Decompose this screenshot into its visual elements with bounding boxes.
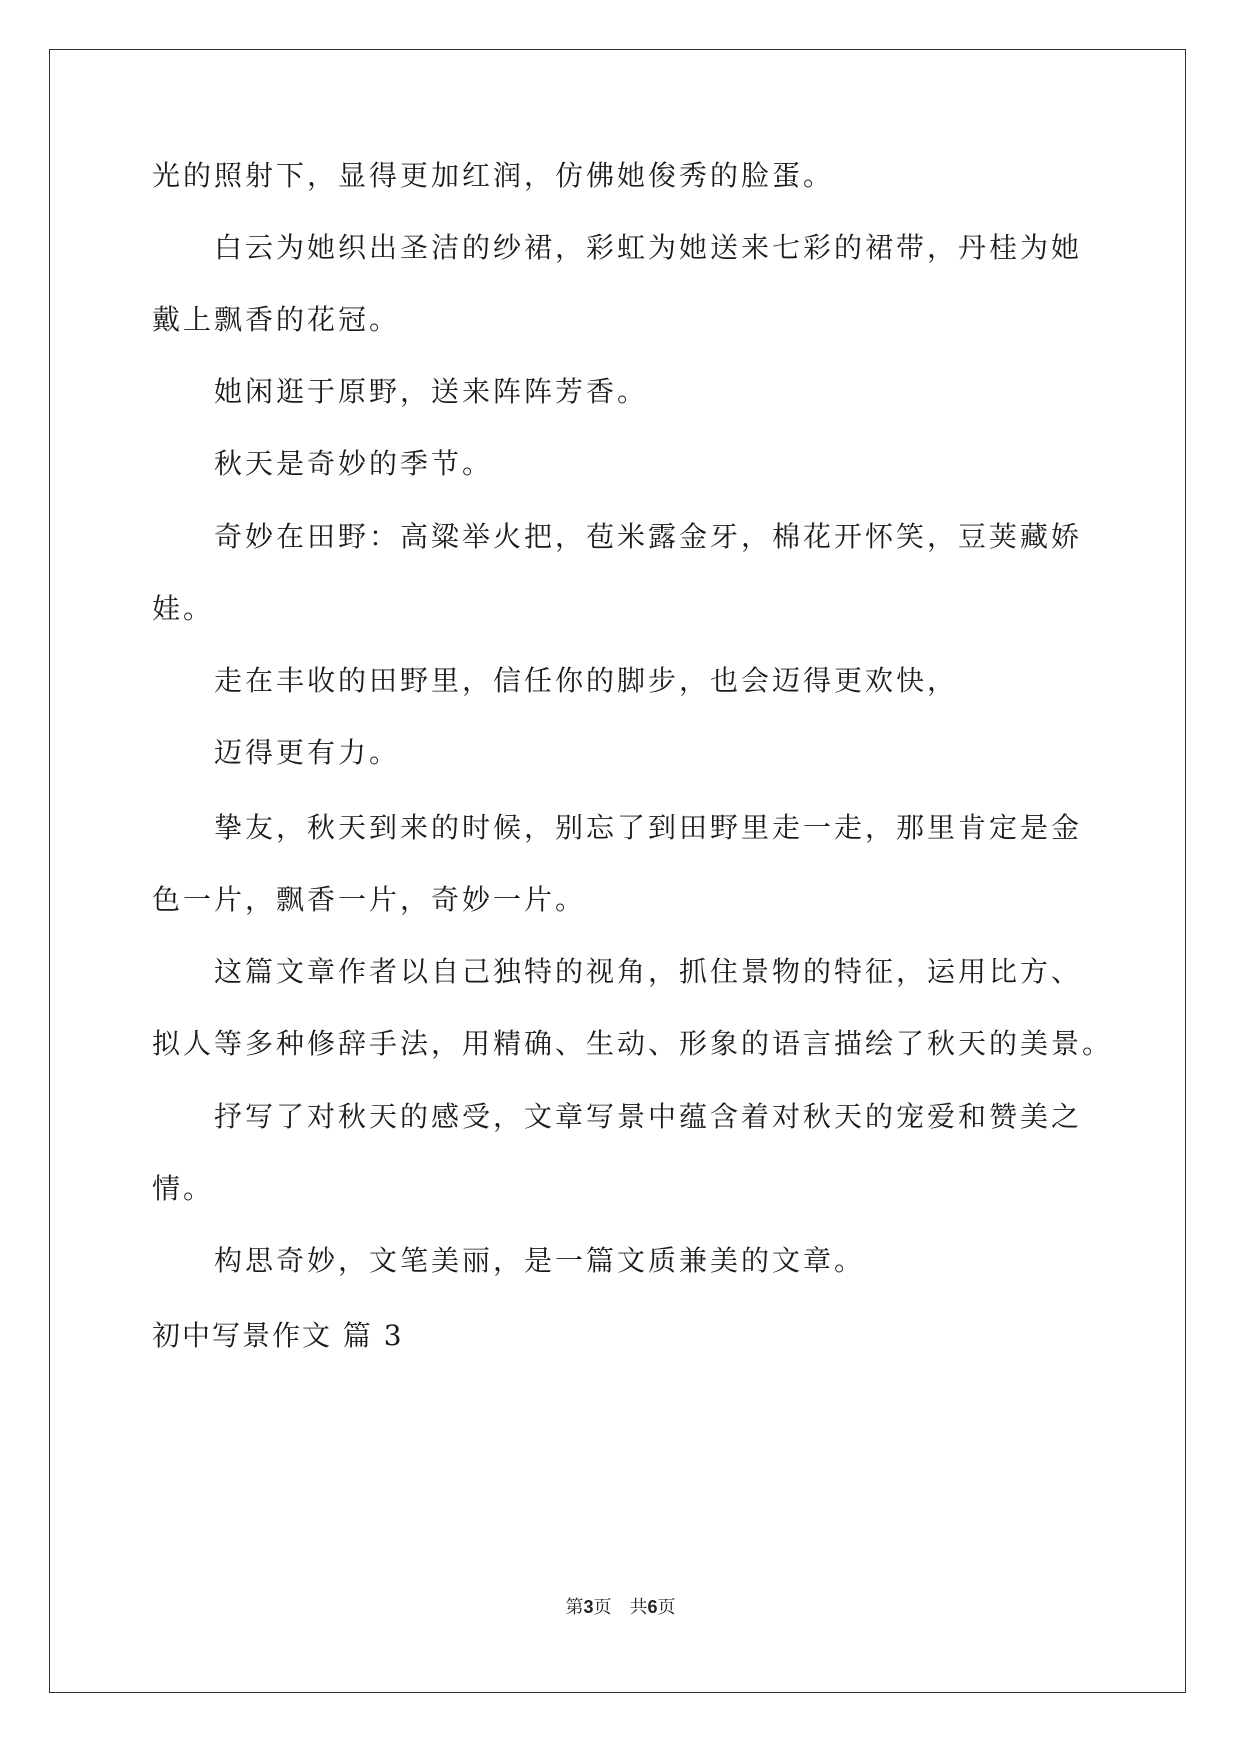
body-line-9: 迈得更有力。 — [214, 736, 401, 769]
body-line-4: 她闲逛于原野，送来阵阵芳香。 — [214, 375, 649, 408]
body-line-16: 构思奇妙，文笔美丽，是一篇文质兼美的文章。 — [214, 1244, 866, 1277]
body-line-2: 白云为她织出圣洁的纱裙，彩虹为她送来七彩的裙带，丹桂为她 — [214, 231, 1083, 264]
footer-current-page: 3 — [583, 1597, 594, 1617]
section-heading: 初中写景作文 篇 3 — [152, 1319, 404, 1352]
footer-suffix: 页 — [657, 1597, 676, 1617]
footer-total-pages: 6 — [647, 1597, 658, 1617]
body-line-3: 戴上飘香的花冠。 — [152, 303, 401, 336]
body-line-10: 挚友，秋天到来的时候，别忘了到田野里走一走，那里肯定是金 — [214, 811, 1083, 844]
body-line-7: 娃。 — [152, 592, 215, 625]
body-line-15: 情。 — [152, 1172, 215, 1205]
body-line-14: 抒写了对秋天的感受，文章写景中蕴含着对秋天的宠爱和赞美之 — [214, 1100, 1083, 1133]
body-line-6: 奇妙在田野：高粱举火把，苞米露金牙，棉花开怀笑，豆荚藏娇 — [214, 520, 1083, 553]
page-border — [49, 49, 1186, 1693]
body-line-12: 这篇文章作者以自己独特的视角，抓住景物的特征，运用比方、 — [214, 955, 1083, 988]
body-line-1: 光的照射下，显得更加红润，仿佛她俊秀的脸蛋。 — [152, 159, 835, 192]
body-line-13: 拟人等多种修辞手法，用精确、生动、形象的语言描绘了秋天的美景。 — [152, 1027, 1114, 1060]
footer-middle: 页 共 — [593, 1597, 648, 1617]
body-line-5: 秋天是奇妙的季节。 — [214, 447, 494, 480]
body-line-11: 色一片，飘香一片，奇妙一片。 — [152, 883, 587, 916]
footer-prefix: 第 — [565, 1597, 584, 1617]
page-footer — [0, 1593, 1241, 1619]
body-line-8: 走在丰收的田野里，信任你的脚步，也会迈得更欢快， — [214, 664, 959, 697]
